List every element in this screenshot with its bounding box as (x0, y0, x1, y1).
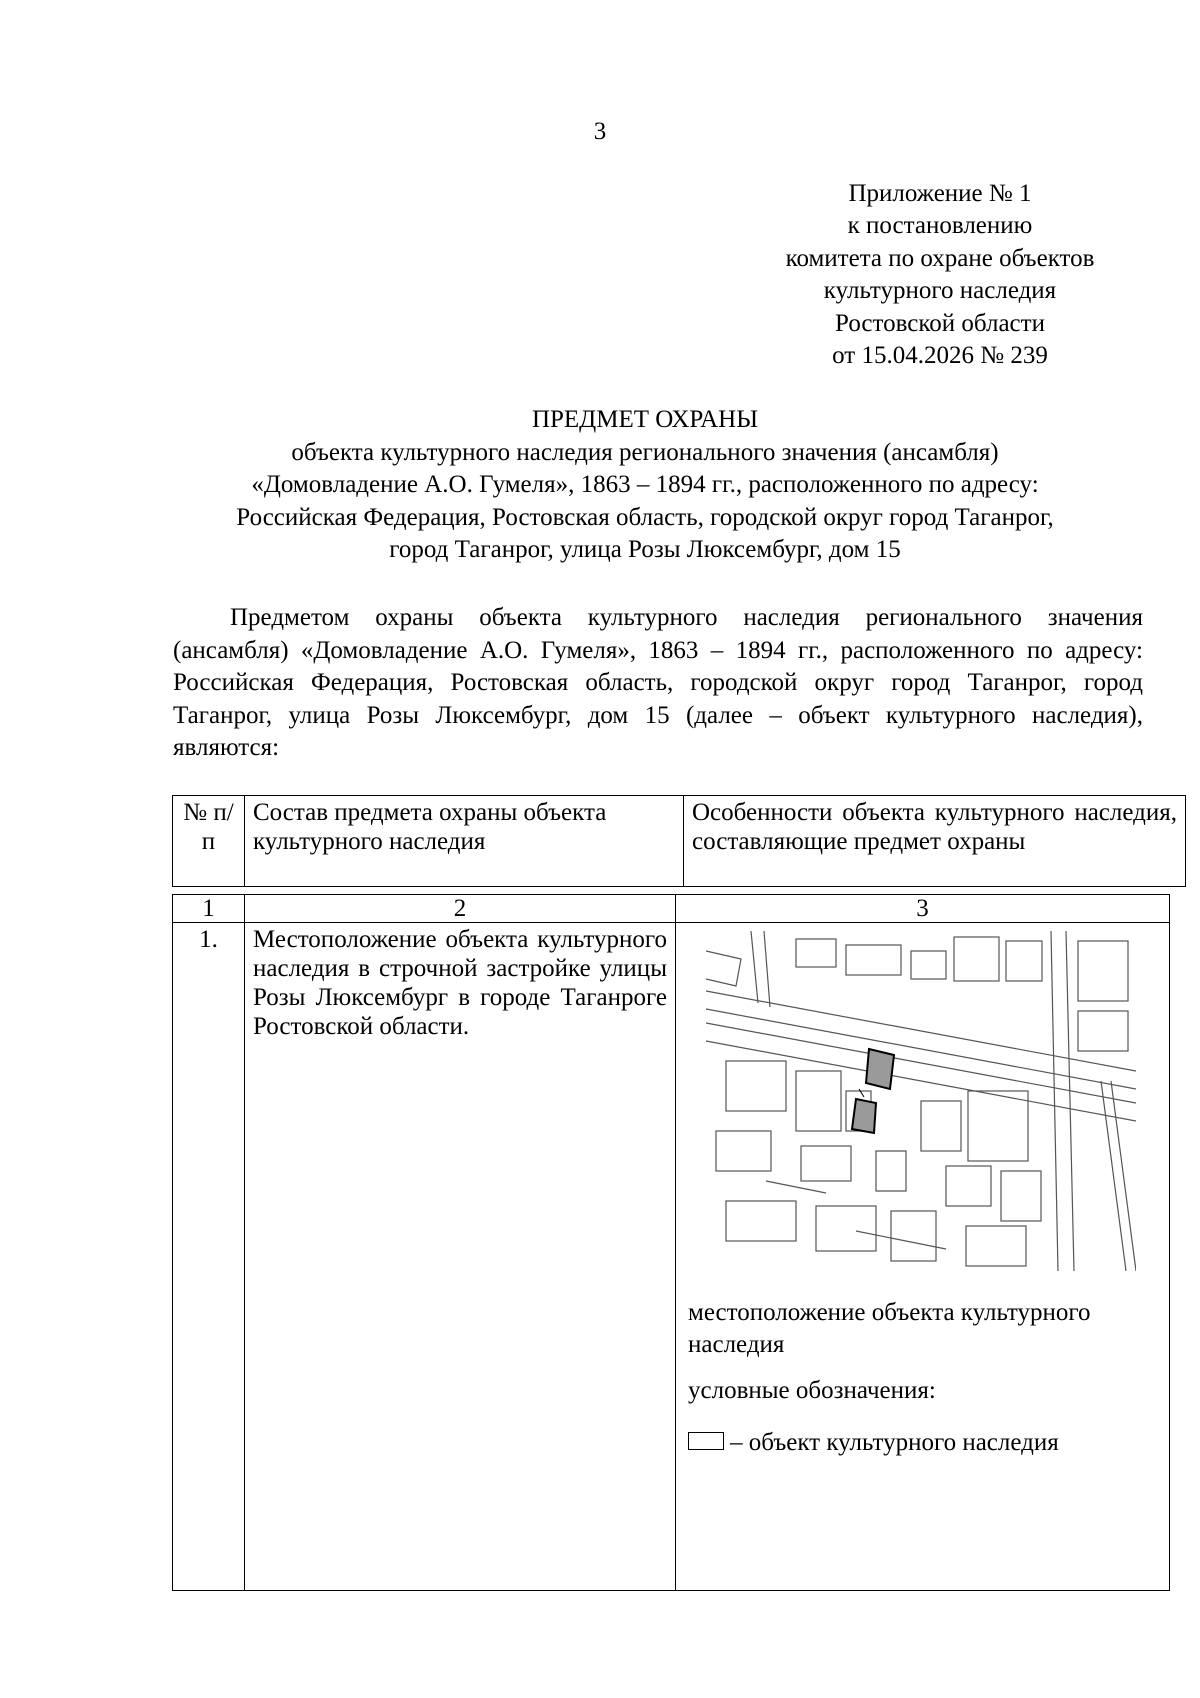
legend-item (688, 1427, 1161, 1459)
column-number: 1 (173, 895, 245, 923)
row-composition: Местоположение объекта культурного наследия в строчной застройке улицы Розы Люксембург в городе Таганроге Ростовской области. (245, 923, 676, 1591)
title-line: Российская Федерация, Ростовская область, городской округ город Таганрог, (236, 503, 1054, 531)
appendix-line: комитета по охране объектов (785, 244, 1095, 272)
column-number-row (173, 895, 1170, 923)
header-num: № п/п (173, 796, 245, 887)
header-composition: Состав предмета охраны объекта культурного наследия (245, 796, 684, 887)
appendix-block (740, 178, 1140, 372)
header-features: Особенности объекта культурного наследия, составляющие предмет охраны (684, 796, 1186, 887)
title-line: объекта культурного наследия регионального значения (ансамбля) (291, 438, 999, 466)
map-caption: местоположение объекта культурного наследия (688, 1299, 1091, 1358)
document-heading: ПРЕДМЕТ ОХРАНЫ (531, 406, 759, 433)
row-features (676, 923, 1170, 1591)
page-number: 3 (593, 118, 607, 145)
legend-swatch-icon (688, 1432, 724, 1450)
table-body (172, 894, 1170, 1591)
column-number: 3 (676, 895, 1170, 923)
intro-paragraph: Предметом охраны объекта культурного наследия регионального значения (ансамбля) «Домовладение А.О. Гумеля», 1863 – 1894 гг., расположенного по адресу: Российская Федерация, Ростовская область, городской округ город Таганрог, город Таганрог, улица Розы Люксембург, дом 15 (далее – объект культурного наследия), являются: (173, 604, 1143, 761)
table-row (173, 923, 1170, 1591)
legend-item-label: – объект культурного наследия (730, 1429, 1059, 1456)
row-number: 1. (173, 923, 245, 1591)
appendix-line: Приложение № 1 (848, 180, 1032, 207)
appendix-line: к постановлению (847, 212, 1033, 240)
appendix-line: Ростовской области (835, 309, 1045, 337)
title-line: «Домовладение А.О. Гумеля», 1863 – 1894 гг., расположенного по адресу: (251, 471, 1039, 498)
appendix-line: культурного наследия (823, 277, 1057, 305)
location-map-image (706, 931, 1136, 1271)
legend-title: условные обозначения: (688, 1377, 936, 1404)
column-number: 2 (245, 895, 676, 923)
appendix-line: от 15.04.2026 № 239 (832, 342, 1048, 370)
title-line: город Таганрог, улица Розы Люксембург, дом 15 (389, 536, 901, 563)
table-header (172, 795, 1186, 887)
document-title-block (160, 404, 1130, 567)
